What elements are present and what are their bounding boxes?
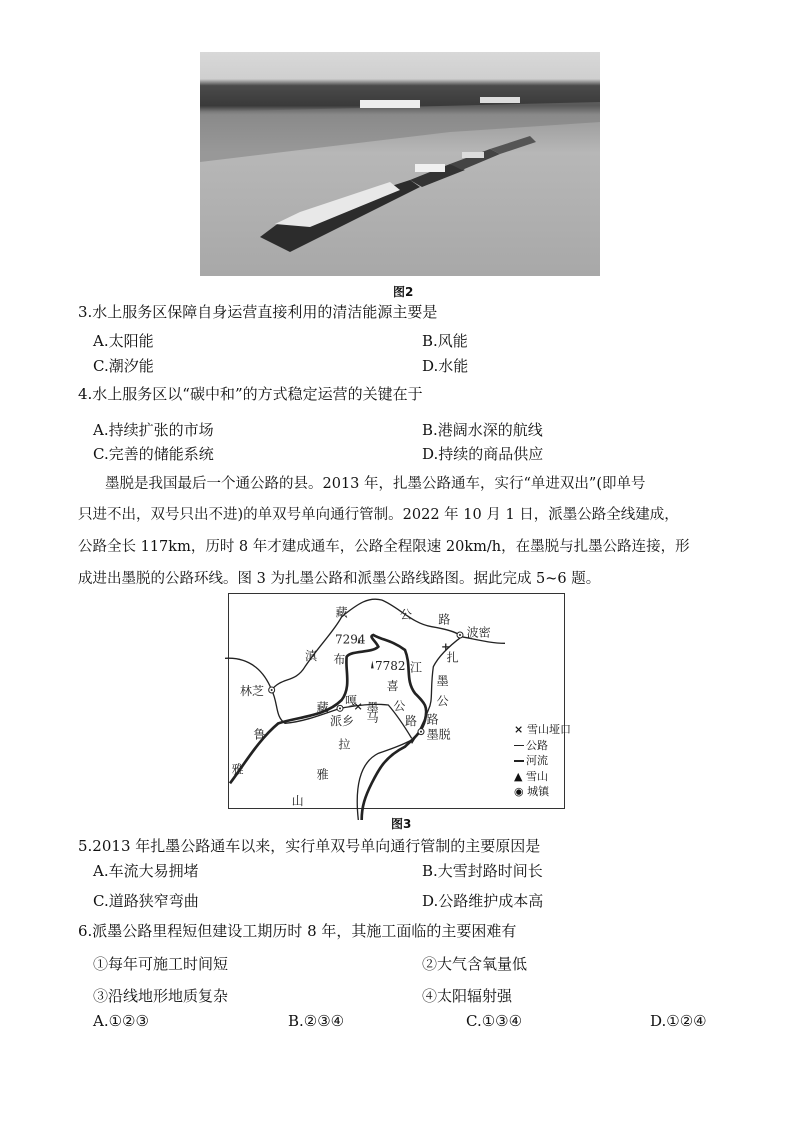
map-label: 公 — [400, 607, 413, 622]
q3-stem: 3.水上服务区保障自身运营直接利用的清洁能源主要是 — [78, 303, 438, 321]
q5-option-c[interactable]: C.道路狭窄弯曲 — [93, 892, 199, 910]
snow-peak-icon: ▲ — [514, 769, 526, 783]
map-label: 马 — [366, 710, 379, 725]
town-label: 林芝 — [240, 684, 265, 698]
q3-option-c[interactable]: C.潮汐能 — [93, 357, 154, 375]
map-label: 公 — [436, 694, 449, 708]
q6-option-b[interactable]: B.②③④ — [288, 1012, 345, 1030]
q3-option-a[interactable]: A.太阳能 — [93, 332, 154, 350]
q3-option-d[interactable]: D.水能 — [422, 357, 469, 375]
town-label: 派乡 — [330, 714, 355, 728]
figure3-caption: 图3 — [391, 817, 412, 831]
map-label: 喜 — [386, 679, 399, 693]
pass-icon: × — [514, 723, 528, 736]
legend-pass: × 雪山垭口 — [514, 723, 572, 736]
map-label: 路 — [405, 714, 418, 728]
map-label: 滇 — [305, 649, 318, 663]
map-label: 墨 — [366, 700, 379, 715]
pass-icon: × — [353, 699, 363, 713]
q6-option-d[interactable]: D.①②④ — [650, 1012, 707, 1030]
q6-stem: 6.派墨公路里程短但建设工期历时 8 年，其施工面临的主要困难有 — [78, 922, 517, 940]
map-label: 公 — [393, 699, 406, 713]
map-legend — [514, 722, 571, 800]
q4-option-b[interactable]: B.港阔水深的航线 — [422, 421, 543, 439]
map-label: 山 — [291, 794, 304, 808]
peak-label: 7294 — [335, 632, 366, 647]
map-label: 鲁 — [253, 727, 266, 742]
passage-line: 只进不出，双号只出不进)的单双号单向通行管制。2022 年 10 月 1 日，派墨公路全线建成， — [78, 507, 679, 523]
map-label: 拉 — [338, 737, 351, 752]
q5-stem: 5.2013 年扎墨公路通车以来，实行单双号单向通行管制的主要原因是 — [78, 837, 541, 855]
passage-line: 公路全长 117km，历时 8 年才建成通车，公路全程限速 20km/h，在墨脱与扎墨公路连接，形 — [78, 539, 690, 555]
q5-option-a[interactable]: A.车流大易拥堵 — [93, 862, 199, 880]
q4-option-c[interactable]: C.完善的储能系统 — [93, 445, 214, 463]
legend-road: 公路 — [514, 738, 571, 754]
q4-stem: 4.水上服务区以“碳中和”的方式稳定运营的关键在于 — [78, 385, 423, 403]
road-line-icon — [514, 745, 524, 746]
q5-option-d[interactable]: D.公路维护成本高 — [422, 892, 544, 910]
figure2-caption: 图2 — [393, 285, 414, 299]
snow-peak-icon — [371, 661, 374, 669]
river-line-icon — [514, 760, 524, 762]
pass-icon: + — [441, 639, 451, 654]
passage-line: 墨脱是我国最后一个通公路的县。2013 年，扎墨公路通车，实行“单进双出”(即单号 — [105, 476, 646, 492]
map-label: 江 — [410, 660, 423, 675]
map-label: 墨 — [436, 674, 449, 688]
map-label: 布 — [333, 652, 346, 667]
river-tributary — [357, 740, 411, 820]
map-label: 藏 — [335, 605, 348, 620]
passage-line: 成进出墨脱的公路环线。图 3 为扎墨公路和派墨公路线路图。据此完成 5~6 题。 — [78, 571, 601, 587]
map-label: 藏 — [316, 700, 329, 715]
map-label: 扎 — [446, 650, 459, 665]
map-label: 雅 — [316, 767, 329, 782]
legend-town: ◉ 城镇 — [514, 785, 550, 798]
river-service-area-photo — [200, 52, 600, 276]
legend-peak: ▲ 雪山 — [514, 769, 548, 783]
q6-option-c[interactable]: C.①③④ — [466, 1012, 523, 1030]
q3-option-b[interactable]: B.风能 — [422, 332, 468, 350]
q6-option-a[interactable]: A.①②③ — [93, 1012, 149, 1030]
peak-label: 7782 — [375, 659, 406, 673]
legend-river: 河流 — [514, 753, 571, 769]
town-icon: ◉ — [514, 785, 528, 798]
q4-option-a[interactable]: A.持续扩张的市场 — [93, 421, 214, 439]
town-label: 波密 — [466, 625, 491, 640]
q4-option-d[interactable]: D.持续的商品供应 — [422, 445, 544, 463]
town-label: 墨脱 — [426, 727, 451, 742]
map-label: 路 — [426, 712, 439, 727]
q5-option-b[interactable]: B.大雪封路时间长 — [422, 862, 543, 880]
map-label: 路 — [438, 612, 451, 627]
map-label: 嘎 — [345, 694, 358, 708]
q6-item: ①每年可施工时间短 — [93, 955, 229, 973]
q6-item: ②大气含氧量低 — [422, 955, 528, 973]
q6-item: ③沿线地形地质复杂 — [93, 987, 229, 1005]
map-label: 雅 — [231, 762, 244, 777]
q6-item: ④太阳辐射强 — [422, 987, 513, 1005]
